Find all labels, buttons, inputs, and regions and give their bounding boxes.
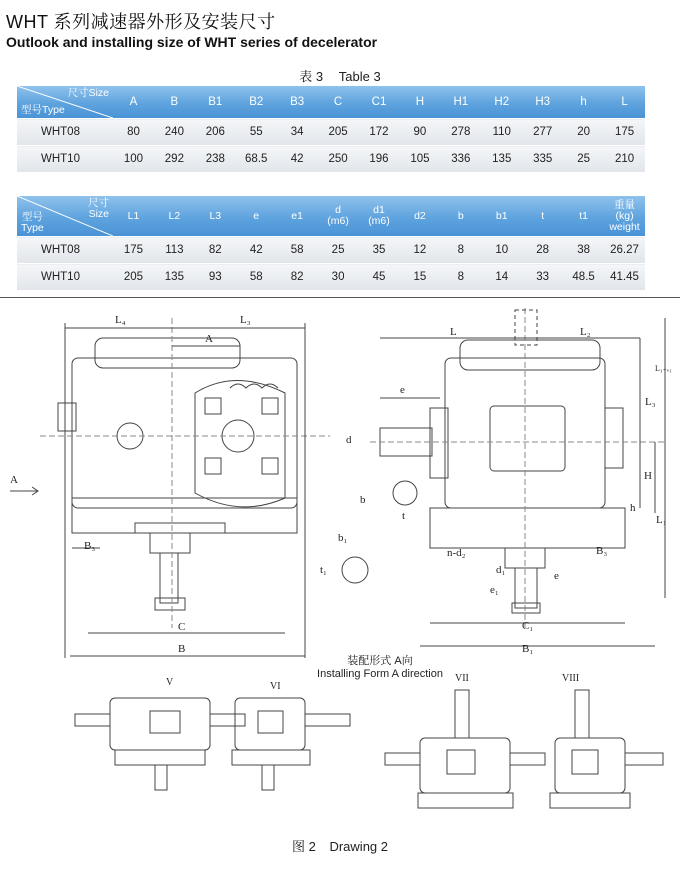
value-cell: 175 xyxy=(604,119,645,146)
value-cell: 335 xyxy=(522,146,563,173)
value-cell: 38 xyxy=(563,237,604,264)
value-cell: 12 xyxy=(399,237,440,264)
value-cell: 82 xyxy=(277,264,318,291)
table1-header-4: B3 xyxy=(277,86,318,119)
value-cell: 292 xyxy=(154,146,195,173)
table2-corner-type-en: Type xyxy=(21,222,44,234)
dim-label-B3-left: B₃ xyxy=(84,540,96,552)
dim-label-L3: L₃ xyxy=(240,314,251,326)
value-cell: 82 xyxy=(195,237,236,264)
dim-label-e: e xyxy=(400,384,405,396)
dimension-table-2 xyxy=(17,196,645,290)
dim-label-H: H xyxy=(644,470,652,482)
table2-corner-type-cn: 型号 xyxy=(21,211,43,223)
installing-form-caption xyxy=(300,655,460,681)
table2-header-1: L2 xyxy=(154,196,195,237)
table-caption-cn: 表 3 xyxy=(299,69,324,84)
value-cell: 100 xyxy=(113,146,154,173)
drawing-caption-en: Drawing 2 xyxy=(329,839,388,854)
dim-label-L3-vertical: L₃ xyxy=(645,396,656,408)
table2-header-6: d1 (m6) xyxy=(359,196,400,237)
dim-label-b: b xyxy=(360,494,366,506)
value-cell: 34 xyxy=(277,119,318,146)
installation-form-views xyxy=(75,690,663,808)
value-cell: 42 xyxy=(277,146,318,173)
value-cell: 93 xyxy=(195,264,236,291)
table1-header-3: B2 xyxy=(236,86,277,119)
view-label-VI: VI xyxy=(270,681,281,692)
dim-label-n-d2: n-d₂ xyxy=(447,547,466,559)
table2-header-7: d2 xyxy=(399,196,440,237)
table1-header-8: H1 xyxy=(440,86,481,119)
dim-label-C: C xyxy=(178,621,186,633)
front-view-left xyxy=(10,318,330,658)
value-cell: 45 xyxy=(359,264,400,291)
value-cell: 113 xyxy=(154,237,195,264)
value-cell: 10 xyxy=(481,237,522,264)
table2-header-2: L3 xyxy=(195,196,236,237)
dimension-table-1 xyxy=(17,86,645,172)
table1-header-2: B1 xyxy=(195,86,236,119)
table1-header-1: B xyxy=(154,86,195,119)
page-title-cn: WHT 系列减速器外形及安装尺寸 xyxy=(6,12,276,32)
dim-label-L2: L₂ xyxy=(580,326,591,338)
dim-label-e-vertical: e xyxy=(554,570,559,582)
table2-header-0: L1 xyxy=(113,196,154,237)
dim-label-H1: L₁₊ₑ₁ xyxy=(655,364,672,373)
table2-header-9: b1 xyxy=(481,196,522,237)
installation-drawing xyxy=(0,298,680,838)
value-cell: 35 xyxy=(359,237,400,264)
dim-label-t1: t₁ xyxy=(320,564,327,576)
table1-header-10: H3 xyxy=(522,86,563,119)
value-cell: 8 xyxy=(440,237,481,264)
table2-header-12: 重量 (kg) weight xyxy=(604,196,645,237)
value-cell: 110 xyxy=(481,119,522,146)
table2-corner-type xyxy=(21,212,44,234)
value-cell: 205 xyxy=(113,264,154,291)
value-cell: 41.45 xyxy=(604,264,645,291)
dim-label-B: B xyxy=(178,643,186,655)
value-cell: 277 xyxy=(522,119,563,146)
table2-corner-size-en: Size xyxy=(88,208,109,220)
table1-header-12: L xyxy=(604,86,645,119)
dim-label-d: d xyxy=(346,434,352,446)
dim-label-e1: e₁ xyxy=(490,584,499,596)
value-cell: 196 xyxy=(359,146,400,173)
table2-header-10: t xyxy=(522,196,563,237)
dim-label-L: L xyxy=(450,326,457,338)
value-cell: 240 xyxy=(154,119,195,146)
view-label-VIII: VIII xyxy=(562,673,580,684)
view-label-VII: VII xyxy=(455,673,469,684)
table1-header-6: C1 xyxy=(359,86,400,119)
value-cell: 28 xyxy=(522,237,563,264)
value-cell: 90 xyxy=(399,119,440,146)
value-cell: 205 xyxy=(318,119,359,146)
table1-header-5: C xyxy=(318,86,359,119)
page-title-en: Outlook and installing size of WHT series of decelerator xyxy=(6,34,378,50)
value-cell: 8 xyxy=(440,264,481,291)
value-cell: 42 xyxy=(236,237,277,264)
value-cell: 30 xyxy=(318,264,359,291)
table1-corner-size: 尺寸Size xyxy=(67,87,109,99)
value-cell: 25 xyxy=(563,146,604,173)
table-caption-en: Table 3 xyxy=(338,69,381,84)
model-cell: WHT08 xyxy=(17,119,113,146)
view-label-V: V xyxy=(166,677,174,688)
value-cell: 206 xyxy=(195,119,236,146)
table1-corner-header xyxy=(17,86,113,119)
table2-header-4: e1 xyxy=(277,196,318,237)
table-row xyxy=(17,237,645,264)
drawing-caption xyxy=(0,836,680,855)
value-cell: 68.5 xyxy=(236,146,277,173)
dim-label-d1: d₁ xyxy=(496,564,506,576)
model-cell: WHT10 xyxy=(17,264,113,291)
model-cell: WHT10 xyxy=(17,146,113,173)
table1-header-7: H xyxy=(399,86,440,119)
value-cell: 26.27 xyxy=(604,237,645,264)
table1-header-9: H2 xyxy=(481,86,522,119)
value-cell: 20 xyxy=(563,119,604,146)
value-cell: 135 xyxy=(154,264,195,291)
dim-label-L4: L₄ xyxy=(115,314,126,326)
table2-corner-header xyxy=(17,196,113,237)
dim-label-C1: C₁ xyxy=(522,620,534,632)
side-view-right xyxy=(342,308,665,646)
value-cell: 58 xyxy=(277,237,318,264)
dim-label-B1: B₁ xyxy=(522,643,534,655)
installing-form-en: Installing Form A direction xyxy=(317,668,443,680)
value-cell: 48.5 xyxy=(563,264,604,291)
dim-label-h: h xyxy=(630,502,636,514)
model-cell: WHT08 xyxy=(17,237,113,264)
value-cell: 210 xyxy=(604,146,645,173)
value-cell: 55 xyxy=(236,119,277,146)
installing-form-cn: 装配形式 A向 xyxy=(347,655,413,667)
table2-corner-size xyxy=(88,198,109,220)
value-cell: 175 xyxy=(113,237,154,264)
value-cell: 14 xyxy=(481,264,522,291)
value-cell: 250 xyxy=(318,146,359,173)
dim-label-A-direction: A xyxy=(10,474,18,486)
table1-corner-type: 型号Type xyxy=(21,104,65,116)
drawing-caption-cn: 图 2 xyxy=(292,839,316,854)
value-cell: 238 xyxy=(195,146,236,173)
value-cell: 33 xyxy=(522,264,563,291)
table-row xyxy=(17,119,645,146)
value-cell: 278 xyxy=(440,119,481,146)
value-cell: 15 xyxy=(399,264,440,291)
table-row xyxy=(17,146,645,173)
value-cell: 58 xyxy=(236,264,277,291)
value-cell: 25 xyxy=(318,237,359,264)
value-cell: 105 xyxy=(399,146,440,173)
dim-label-B3-right: B₃ xyxy=(596,545,608,557)
table-caption xyxy=(0,66,680,85)
dim-label-L1: L₁ xyxy=(656,514,667,526)
table2-header-5: d (m6) xyxy=(318,196,359,237)
table2-header-8: b xyxy=(440,196,481,237)
value-cell: 336 xyxy=(440,146,481,173)
value-cell: 135 xyxy=(481,146,522,173)
dim-label-t: t xyxy=(402,510,406,522)
table2-header-11: t1 xyxy=(563,196,604,237)
value-cell: 172 xyxy=(359,119,400,146)
table1-header-11: h xyxy=(563,86,604,119)
table2-header-3: e xyxy=(236,196,277,237)
dim-label-b1: b₁ xyxy=(338,532,348,544)
table-row xyxy=(17,264,645,291)
dim-label-A-top: A xyxy=(205,333,213,345)
value-cell: 80 xyxy=(113,119,154,146)
table2-corner-size-cn: 尺寸 xyxy=(88,197,109,209)
table1-header-0: A xyxy=(113,86,154,119)
